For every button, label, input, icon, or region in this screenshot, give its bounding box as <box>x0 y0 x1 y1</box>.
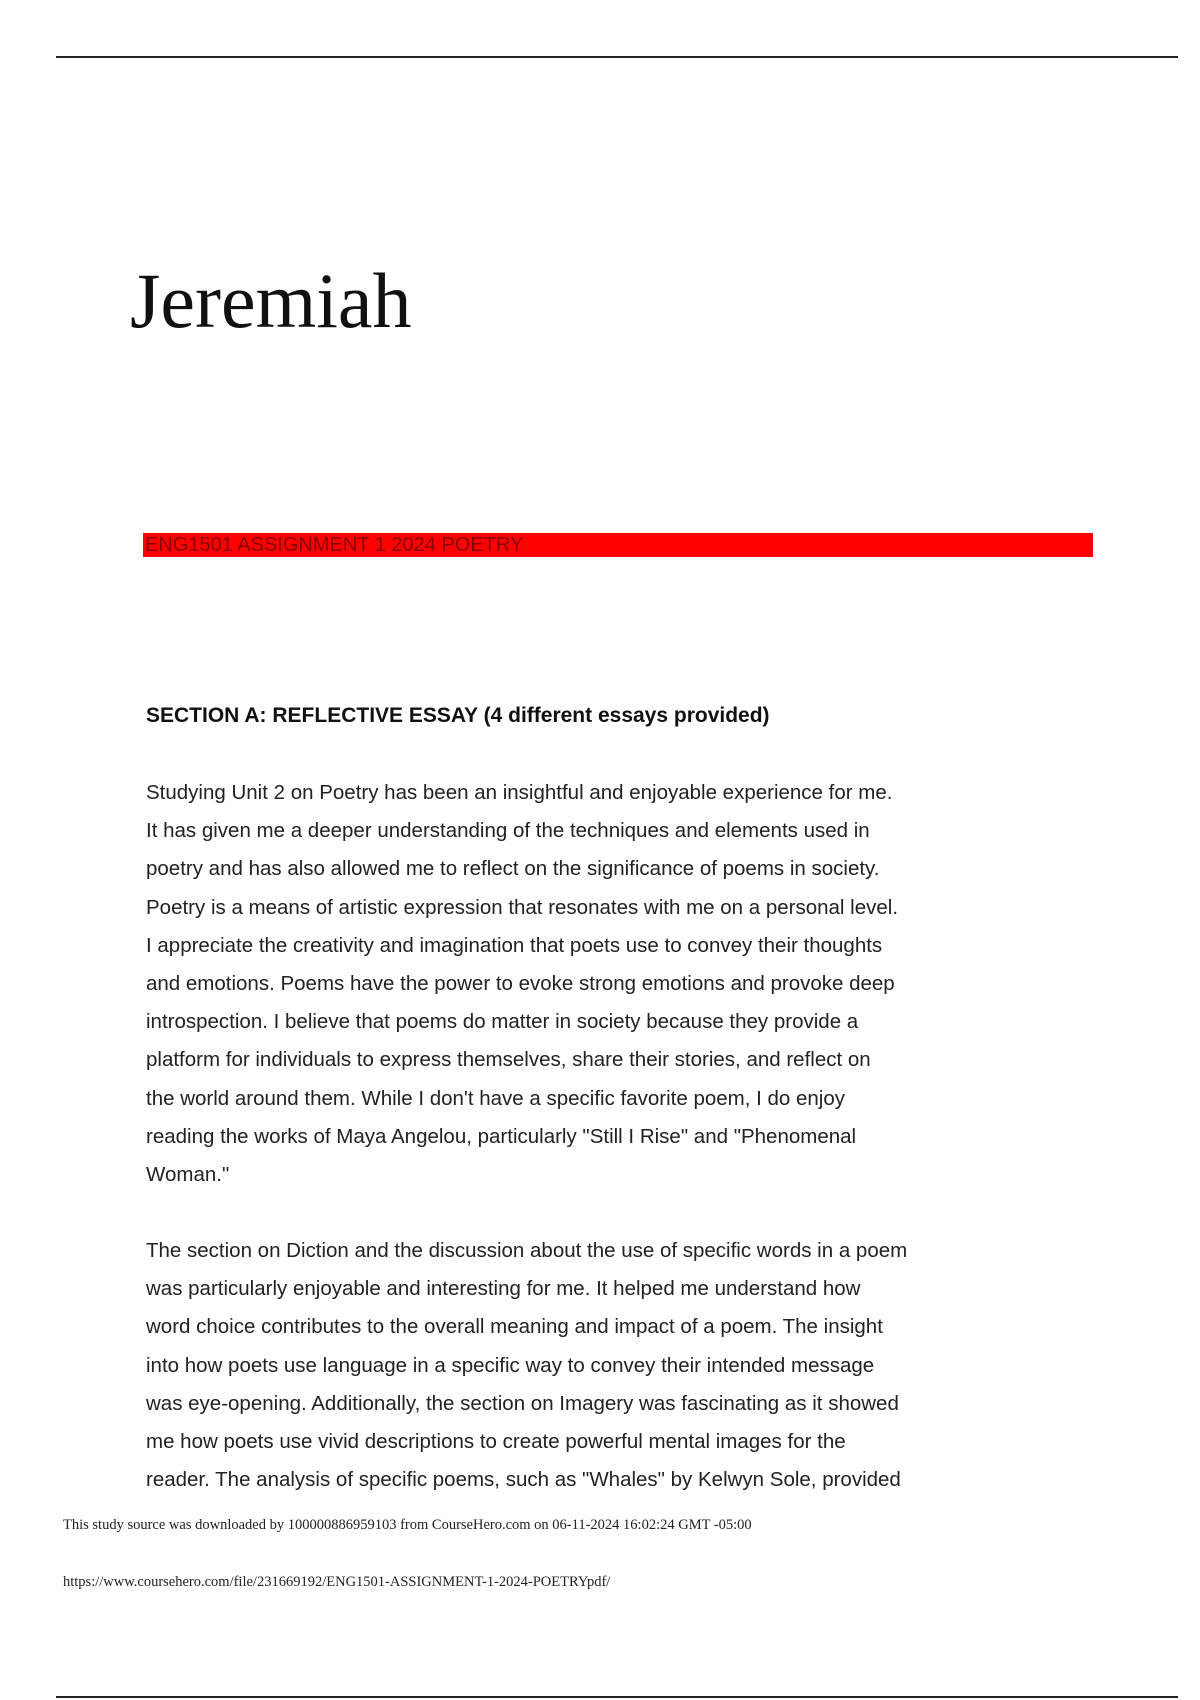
bottom-rule <box>56 1696 1178 1698</box>
paragraph-line: into how poets use language in a specific way to convey their intended message <box>146 1353 875 1377</box>
paragraph-line: and emotions. Poems have the power to evoke strong emotions and provoke deep <box>146 972 895 996</box>
assignment-title: ENG1501 ASSIGNMENT 1 2024 POETRY <box>145 534 524 556</box>
paragraph-line: poetry and has also allowed me to reflect on the significance of poems in society. <box>146 857 880 881</box>
download-source-note: This study source was downloaded by 100000886959103 from CourseHero.com on 06-11-2024 16:02:24 GMT -05:00 <box>63 1517 752 1533</box>
paragraph-line: me how poets use vivid descriptions to create powerful mental images for the <box>146 1430 846 1454</box>
essay-paragraph-2 <box>146 1232 976 1499</box>
paragraph-line: word choice contributes to the overall meaning and impact of a poem. The insight <box>146 1315 883 1339</box>
source-url[interactable]: https://www.coursehero.com/file/231669192/ENG1501-ASSIGNMENT-1-2024-POETRYpdf/ <box>63 1574 611 1590</box>
section-heading: SECTION A: REFLECTIVE ESSAY (4 different essays provided) <box>146 704 770 727</box>
essay-paragraph-1 <box>146 774 976 1194</box>
paragraph-line: Poetry is a means of artistic expression that resonates with me on a personal level. <box>146 895 899 919</box>
paragraph-line: I appreciate the creativity and imagination that poets use to convey their thoughts <box>146 933 883 957</box>
paragraph-line: platform for individuals to express themselves, share their stories, and reflect on <box>146 1048 871 1072</box>
paragraph-line: It has given me a deeper understanding of the techniques and elements used in <box>146 819 870 843</box>
paragraph-line: was eye-opening. Additionally, the section on Imagery was fascinating as it showed <box>146 1391 899 1415</box>
paragraph-line: the world around them. While I don't have a specific favorite poem, I do enjoy <box>146 1086 846 1110</box>
paragraph-line: Woman." <box>146 1163 230 1187</box>
paragraph-line: The section on Diction and the discussion about the use of specific words in a poem <box>146 1239 908 1262</box>
paragraph-line: reader. The analysis of specific poems, such as "Whales" by Kelwyn Sole, provided <box>146 1468 901 1492</box>
paragraph-line: Studying Unit 2 on Poetry has been an insightful and enjoyable experience for me. <box>146 781 893 804</box>
top-rule <box>56 56 1178 58</box>
author-name: Jeremiah <box>130 257 412 344</box>
paragraph-line: was particularly enjoyable and interesting for me. It helped me understand how <box>146 1277 861 1301</box>
paragraph-line: reading the works of Maya Angelou, particularly "Still I Rise" and "Phenomenal <box>146 1124 857 1148</box>
assignment-title-bar <box>143 533 1093 557</box>
paragraph-line: introspection. I believe that poems do matter in society because they provide a <box>146 1010 859 1034</box>
